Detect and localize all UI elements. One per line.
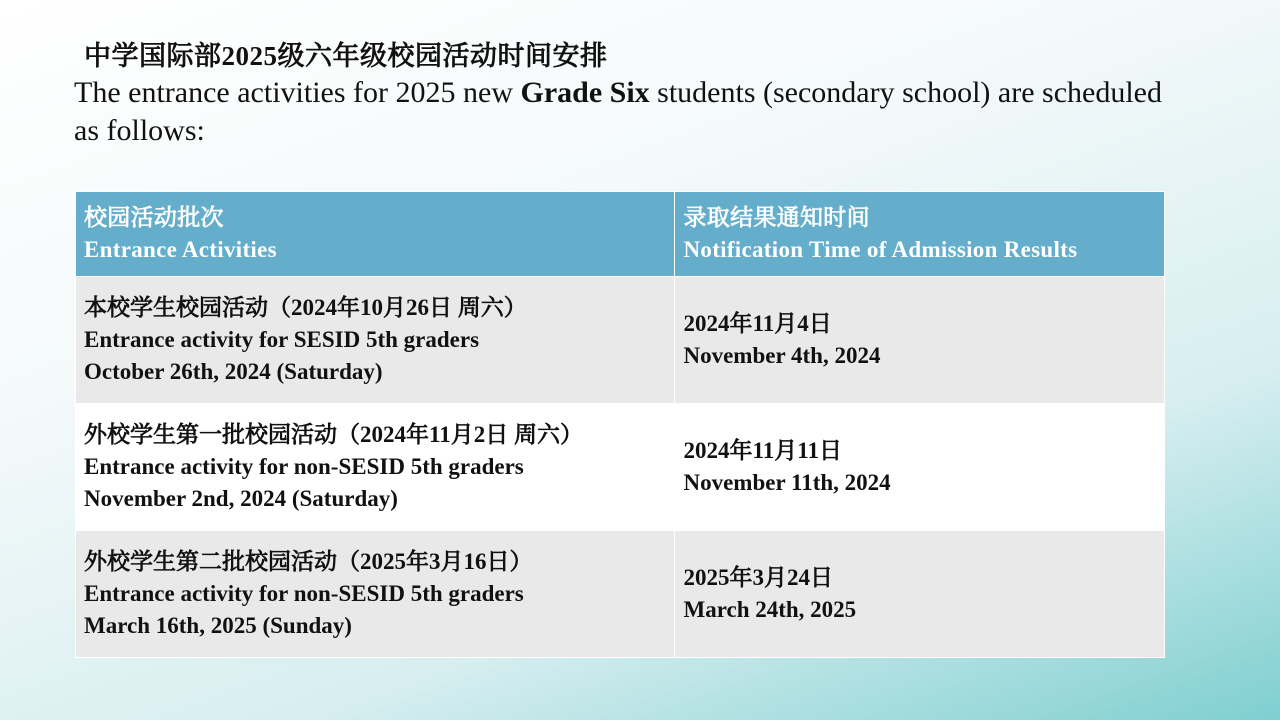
header-en: Entrance Activities: [84, 237, 277, 262]
notify-en: November 11th, 2024: [683, 470, 891, 495]
activity-en: Entrance activity for non-SESID 5th graders: [84, 581, 524, 606]
notification-cell: [675, 531, 1165, 658]
page-title: 中学国际部2025级六年级校园活动时间安排: [84, 41, 608, 71]
notify-cn: 2024年11月4日: [683, 311, 832, 336]
intro-paragraph: [74, 74, 1194, 150]
table-row: [76, 531, 1165, 658]
table-header-row: [76, 192, 1165, 277]
header-notification-time: [675, 192, 1165, 277]
header-en: Notification Time of Admission Results: [683, 237, 1078, 262]
notification-cell: [675, 404, 1165, 531]
intro-text-before: The entrance activities for 2025 new: [74, 76, 521, 109]
activity-cell: [76, 404, 675, 531]
activity-cn: 外校学生第二批校园活动（2025年3月16日）: [84, 549, 533, 574]
notify-cn: 2025年3月24日: [683, 565, 833, 590]
header-cn: 录取结果通知时间: [683, 205, 870, 230]
notification-cell: [675, 277, 1165, 404]
activity-date: November 2nd, 2024 (Saturday): [84, 486, 398, 511]
notify-cn: 2024年11月11日: [683, 438, 842, 463]
activity-cell: [76, 531, 675, 658]
header-entrance-activities: [76, 192, 675, 277]
table-row: [76, 277, 1165, 404]
intro-text-after: students (secondary school) are scheduled as follows:: [74, 76, 1162, 147]
intro-text-bold: Grade Six: [520, 76, 650, 109]
table-row: [76, 404, 1165, 531]
activity-cell: [76, 277, 675, 404]
notify-en: November 4th, 2024: [683, 343, 881, 368]
activity-en: Entrance activity for SESID 5th graders: [84, 327, 480, 352]
schedule-table: [75, 191, 1165, 658]
activity-date: October 26th, 2024 (Saturday): [84, 359, 383, 384]
activity-date: March 16th, 2025 (Sunday): [84, 613, 352, 638]
notify-en: March 24th, 2025: [683, 597, 857, 622]
activity-en: Entrance activity for non-SESID 5th graders: [84, 454, 524, 479]
header-cn: 校园活动批次: [84, 205, 224, 230]
activity-cn: 本校学生校园活动（2024年10月26日 周六）: [84, 295, 527, 320]
activity-cn: 外校学生第一批校园活动（2024年11月2日 周六）: [84, 422, 583, 447]
